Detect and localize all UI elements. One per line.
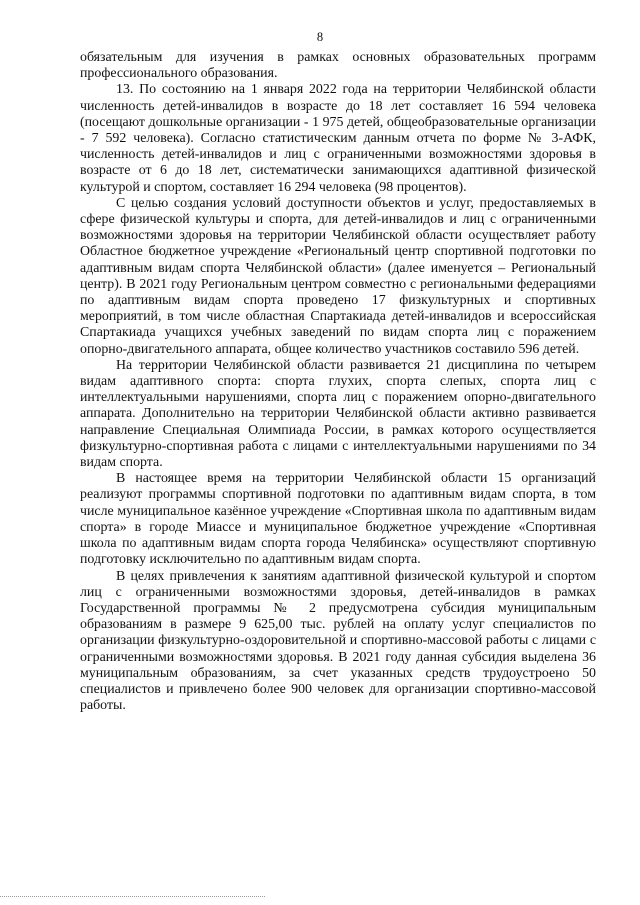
paragraph-continuation: обязательным для изучения в рамках основных образовательных программ профессионального образования. — [80, 50, 596, 82]
page-number: 8 — [316, 30, 324, 44]
paragraph-item-13-statistics: 13. По состоянию на 1 января 2022 года на территории Челябинской области численность детей-инвалидов в возрасте до 18 лет составляет 16 594 человека (посещают дошкольные организации - 1 975 детей, общеобразовательные организации - 7 592 человека). Согласно статистическим данным отчета по форме № 3-АФК, численность детей-инвалидов и лиц с ограниченными возможностями здоровья в возрасте от 6 до 18 лет, систематически занимающихся адаптивной физической культурой и спортом, составляет 16 294 человека (98 процентов). — [80, 82, 596, 195]
paragraph-regional-center: С целью создания условий доступности объектов и услуг, предоставляемых в сфере физической культуры и спорта, для детей-инвалидов и лиц с ограниченными возможностями здоровья на территории Челябинской области осуществляет работу Областное бюджетное учреждение «Региональный центр спортивной подготовки по адаптивным видам спорта Челябинской области» (далее именуется – Региональный центр). В 2021 году Региональным центром совместно с региональными федерациями по адаптивным видам спорта проведено 17 физкультурных и спортивных мероприятий, в том числе областная Спартакиада детей-инвалидов и всероссийская Спартакиада учащихся учебных заведений по видам спорта лиц с поражением опорно-двигательного аппарата, общее количество участников составило 596 детей. — [80, 195, 596, 357]
scan-edge-line — [0, 896, 265, 897]
paragraph-sport-schools: В настоящее время на территории Челябинской области 15 организаций реализуют программы спортивной подготовки по адаптивным видам спорта, в том числе муниципальное казённое учреждение «Спортивная школа по адаптивным видам спорта» в городе Миассе и муниципальное бюджетное учреждение «Спортивная школа по адаптивным видам спорта города Челябинска» осуществляют спортивную подготовку исключительно по адаптивным видам спорта. — [80, 471, 596, 568]
paragraph-subsidy: В целях привлечения к занятиям адаптивной физической культурой и спортом лиц с ограниченными возможностями здоровья, детей-инвалидов в рамках Государственной программы № 2 предусмотрена субсидия муниципальным образованиям в размере 9 625,00 тыс. рублей на оплату услуг специалистов по организации физкультурно-оздоровительной и спортивно-массовой работы с лицами с ограниченными возможностями здоровья. В 2021 году данная субсидия выделена 36 муниципальным образованиям, за счет указанных средств трудоустроено 50 специалистов и привлечено более 900 человек для организации спортивно-массовой работы. — [80, 568, 596, 714]
paragraph-adaptive-disciplines: На территории Челябинской области развивается 21 дисциплина по четырем видам адаптивного спорта: спорта глухих, спорта слепых, спорта лиц с интеллектуальными нарушениями, спорта лиц с поражением опорно-двигательного аппарата. Дополнительно на территории Челябинской области активно развивается направление Специальная Олимпиада России, в рамках которого осуществляется физкультурно-спортивная работа с лицами с интеллектуальными нарушениями по 34 видам спорта. — [80, 357, 596, 471]
document-body — [80, 50, 596, 714]
